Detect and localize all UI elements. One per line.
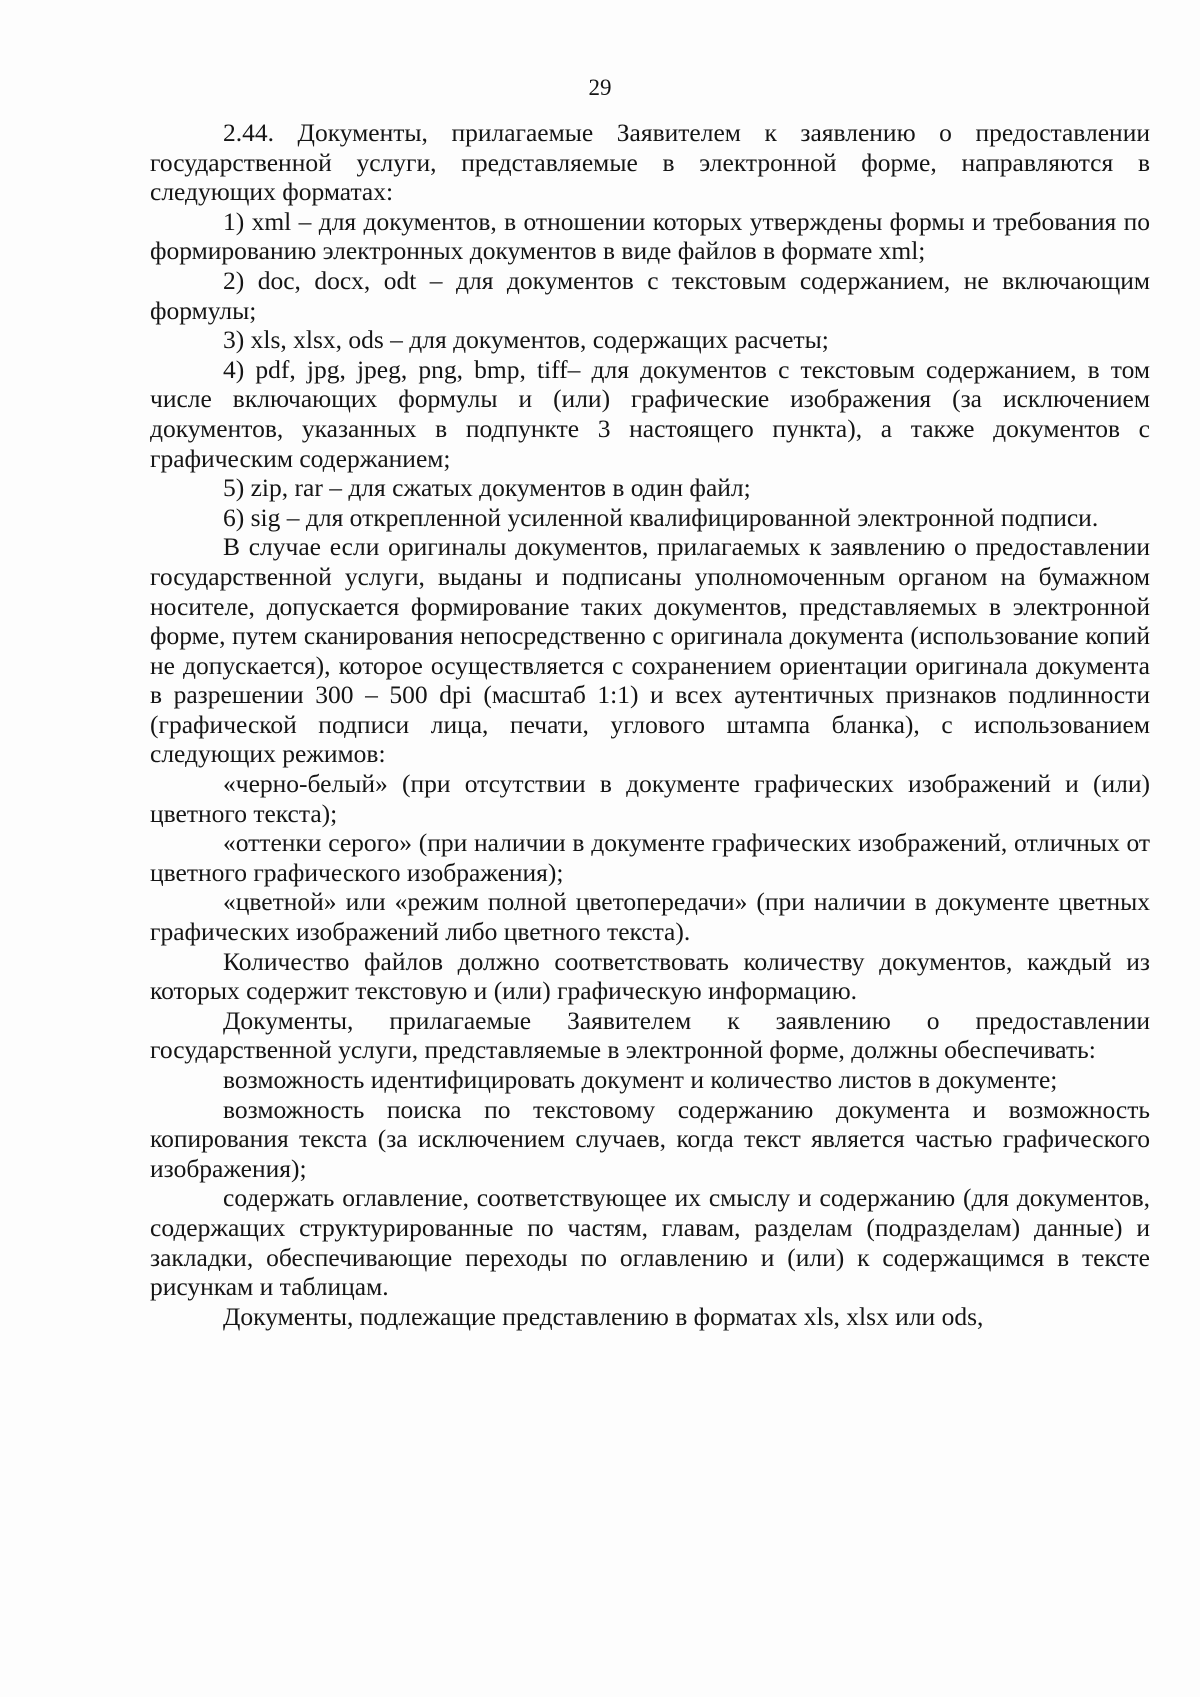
paragraph-format-pdf: 4) pdf, jpg, jpeg, png, bmp, tiff– для документов с текстовым содержанием, в том числе включающих формулы и (или) графические изображения (за исключением документов, указанных в подпункте 3 настоящего пункта), а также документов с графическим содержанием; (150, 354, 1150, 473)
paragraph-format-xls: 3) xls, xlsx, ods – для документов, содержащих расчеты; (223, 325, 829, 355)
paragraph-requirement-toc: содержать оглавление, соответствующее их смыслу и содержанию (для документов, содержащих структурированные по частям, главам, разделам (подразделам) данные) и закладки, обеспечивающие переходы по оглавлению и (или) к содержащимся в тексте рисункам и таблицам. (150, 1183, 1150, 1302)
page-number: 29 (588, 75, 612, 100)
paragraph-2-44-intro: 2.44. Документы, прилагаемые Заявителем к заявлению о предоставлении государственной услуги, представляемые в электронной форме, направляются в следующих форматах: (150, 118, 1150, 207)
document-body (150, 118, 1150, 1331)
paragraph-format-zip: 5) zip, rar – для сжатых документов в один файл; (223, 473, 751, 503)
paragraph-mode-color: «цветной» или «режим полной цветопередачи» (при наличии в документе цветных графических изображений либо цветного текста). (150, 887, 1150, 947)
paragraph-requirements-intro: Документы, прилагаемые Заявителем к заявлению о предоставлении государственной услуги, представляемые в электронной форме, должны обеспечивать: (150, 1005, 1150, 1065)
paragraph-requirement-search: возможность поиска по текстовому содержанию документа и возможность копирования текста (за исключением случаев, когда текст является частью графического изображения); (150, 1094, 1150, 1183)
paragraph-scanning: В случае если оригиналы документов, прилагаемых к заявлению о предоставлении государственной услуги, выданы и подписаны уполномоченным органом на бумажном носителе, допускается формирование таких документов, представляемых в электронной форме, путем сканирования непосредственно с оригинала документа (использование копий не допускается), которое осуществляется с сохранением ориентации оригинала документа в разрешении 300 – 500 dpi (масштаб 1:1) и всех аутентичных признаков подлинности (графической подписи лица, печати, углового штампа бланка), с использованием следующих режимов: (150, 532, 1150, 769)
paragraph-file-count: Количество файлов должно соответствовать количеству документов, каждый из которых содержит текстовую и (или) графическую информацию. (150, 946, 1150, 1006)
paragraph-requirement-identify: возможность идентифицировать документ и количество листов в документе; (223, 1065, 1058, 1094)
paragraph-format-xml: 1) xml – для документов, в отношении которых утверждены формы и требования по формированию электронных документов в виде файлов в формате xml; (150, 206, 1150, 266)
paragraph-mode-bw: «черно-белый» (при отсутствии в документе графических изображений и (или) цветного текста); (150, 769, 1150, 828)
paragraph-format-sig: 6) sig – для открепленной усиленной квалифицированной электронной подписи. (223, 502, 1099, 532)
paragraph-spreadsheet-docs: Документы, подлежащие представлению в форматах xls, xlsx или ods, (223, 1301, 984, 1331)
paragraph-format-doc: 2) doc, docx, odt – для документов с текстовым содержанием, не включающим формулы; (150, 265, 1150, 325)
paragraph-mode-grayscale: «оттенки серого» (при наличии в документе графических изображений, отличных от цветного графического изображения); (150, 828, 1150, 887)
